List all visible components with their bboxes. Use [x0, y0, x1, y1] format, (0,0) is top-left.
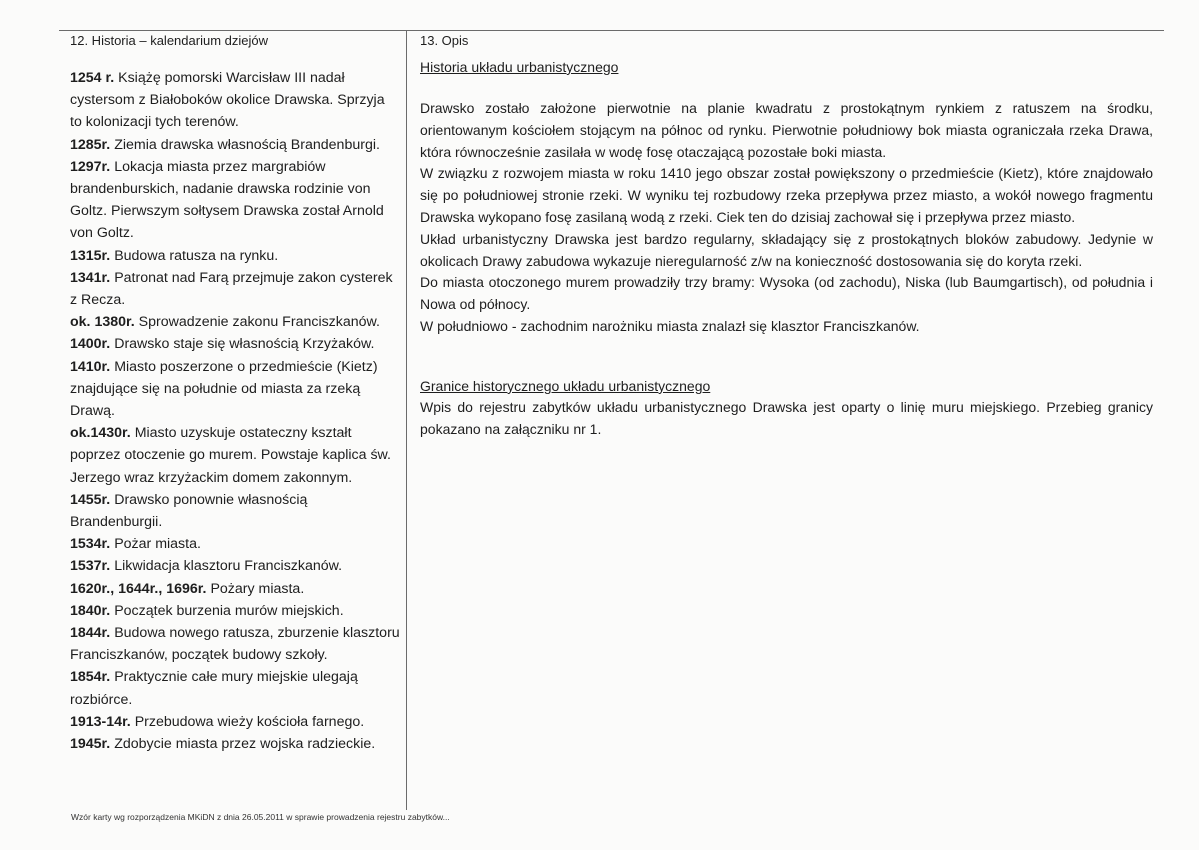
entry-year: 1854r. — [70, 669, 111, 686]
history-calendar-column — [70, 33, 400, 755]
left-column-header: 12. Historia – kalendarium dziejów — [70, 33, 268, 48]
entry-text: Sprowadzenie zakonu Franciszkanów. — [134, 314, 380, 331]
entry-text: Zdobycie miasta przez wojska radzieckie. — [110, 736, 376, 753]
history-entry — [70, 245, 400, 267]
entry-year: 1945r. — [70, 736, 111, 753]
entry-text: Książę pomorski Warcisław III nadał cystersom z Białoboków okolice Drawska. Sprzyja to kolonizacji tych terenów. — [70, 70, 385, 131]
entry-text: Drawsko staje się własnością Krzyżaków. — [110, 336, 375, 353]
history-entry — [70, 578, 400, 600]
entry-year: 1455r. — [70, 491, 111, 508]
paragraph: W związku z rozwojem miasta w roku 1410 jego obszar został powiększony o przedmieście (Kietz), które znajdowało się po południowej stronie rzeki. W wyniku tej rozbudowy rzeka przepływa przez miasto, a wokół nowego fragmentu Drawska wykopano fosę zasilaną wodą z rzeki. Ciek ten do dzisiaj zachował się i przepływa przez miasto. — [420, 165, 1153, 225]
entry-text: Pożary miasta. — [206, 580, 305, 597]
entry-text: Praktycznie całe mury miejskie ulegają rozbiórce. — [70, 669, 358, 708]
history-entry — [70, 134, 400, 156]
paragraph: Drawsko zostało założone pierwotnie na planie kwadratu z prostokątnym rynkiem z ratuszem na środku, orientowanym kościołem stojącym na północ od rynku. Pierwotnie południowy bok miasta ograniczała rzeka Drawa, która równocześnie zasilała w wodę fosę otaczającą pozostałe boki miasta. — [420, 100, 1153, 160]
history-entry — [70, 555, 400, 577]
entry-text: Drawsko ponownie własnością Brandenburgii. — [70, 491, 308, 531]
history-entry — [70, 67, 400, 134]
history-entry — [70, 333, 400, 355]
section-title-boundaries: Granice historycznego układu urbanistycznego — [420, 377, 711, 394]
history-entry — [70, 711, 400, 733]
entry-year: ok. 1380r. — [70, 314, 135, 331]
right-column-header: 13. Opis — [420, 33, 469, 48]
history-entries — [70, 67, 400, 755]
paragraph: Wpis do rejestru zabytków układu urbanistycznego Drawska jest oparty o linię muru miejskiego. Przebieg granicy pokazano na załączniku nr 1. — [420, 398, 1153, 437]
entry-text: Miasto poszerzone o przedmieście (Kietz) znajdujące się na południe od miasta za rzeką Drawą. — [70, 358, 378, 420]
entry-text: Początek burzenia murów miejskich. — [110, 602, 344, 619]
entry-text: Przebudowa wieży kościoła farnego. — [130, 713, 365, 730]
history-entry — [70, 733, 400, 755]
history-entry — [70, 489, 400, 533]
entry-text: Budowa nowego ratusza, zburzenie klasztoru Franciszkanów, początek budowy szkoły. — [70, 625, 400, 664]
history-entry — [70, 356, 400, 423]
entry-year: 1341r. — [70, 269, 111, 286]
history-entry — [70, 422, 400, 489]
entry-year: 1620r., 1644r., 1696r. — [70, 580, 207, 597]
description-column — [420, 33, 1153, 440]
entry-year: 1400r. — [70, 336, 111, 353]
entry-year: 1534r. — [70, 536, 111, 553]
history-entry — [70, 533, 400, 555]
footer-note: Wzór karty wg rozporządzenia MKiDN z dnia 26.05.2011 w sprawie prowadzenia rejestru zabytków... — [71, 812, 450, 822]
top-rule — [59, 30, 1164, 31]
entry-text: Patronat nad Farą przejmuje zakon cysterek z Recza. — [70, 269, 393, 309]
entry-year: 1840r. — [70, 602, 111, 619]
paragraph: Do miasta otoczonego murem prowadziły trzy bramy: Wysoka (od zachodu), Niska (lub Baumgartisch), od południa i Nowa od północy. — [420, 274, 1153, 313]
entry-year: 1285r. — [70, 136, 111, 153]
paragraph: W południowo - zachodnim narożniku miasta znalazł się klasztor Franciszkanów. — [420, 317, 920, 334]
entry-year: 1410r. — [70, 358, 111, 375]
entry-text: Likwidacja klasztoru Franciszkanów. — [110, 558, 343, 575]
column-divider — [406, 30, 407, 810]
entry-text: Miasto uzyskuje ostateczny kształt poprzez otoczenie go murem. Powstaje kaplica św. Jerzego wraz krzyżackim domem zakonnym. — [70, 425, 391, 486]
entry-year: 1537r. — [70, 558, 111, 575]
entry-year: 1844r. — [70, 625, 111, 642]
entry-year: 1913-14r. — [70, 713, 131, 730]
paragraph: Układ urbanistyczny Drawska jest bardzo regularny, składający się z prostokątnych bloków zabudowy. Jedynie w okolicach Drawy zabudowa wykazuje nieregularność z/w na konieczność dostosowania się do koryta rzeki. — [420, 230, 1153, 269]
section-title-urban-layout-history: Historia układu urbanistycznego — [420, 59, 619, 75]
entry-year: ok.1430r. — [70, 425, 131, 442]
entry-year: 1297r. — [70, 158, 111, 175]
history-entry — [70, 666, 400, 710]
history-entry — [70, 600, 400, 622]
entry-text: Budowa ratusza na rynku. — [110, 247, 279, 264]
entry-text: Pożar miasta. — [110, 536, 201, 553]
entry-text: Lokacja miasta przez margrabiów brandenburskich, nadanie drawska rodzinie von Goltz. Pierwszym sołtysem Drawska został Arnold von Goltz. — [70, 158, 384, 242]
entry-text: Ziemia drawska własnością Brandenburgi. — [110, 136, 380, 153]
entry-year: 1315r. — [70, 247, 111, 264]
history-entry — [70, 311, 400, 333]
history-entry — [70, 622, 400, 666]
history-entry — [70, 156, 400, 245]
section-body-urban-layout-history — [420, 98, 1153, 338]
history-entry — [70, 267, 400, 311]
entry-year: 1254 r. — [70, 70, 115, 86]
